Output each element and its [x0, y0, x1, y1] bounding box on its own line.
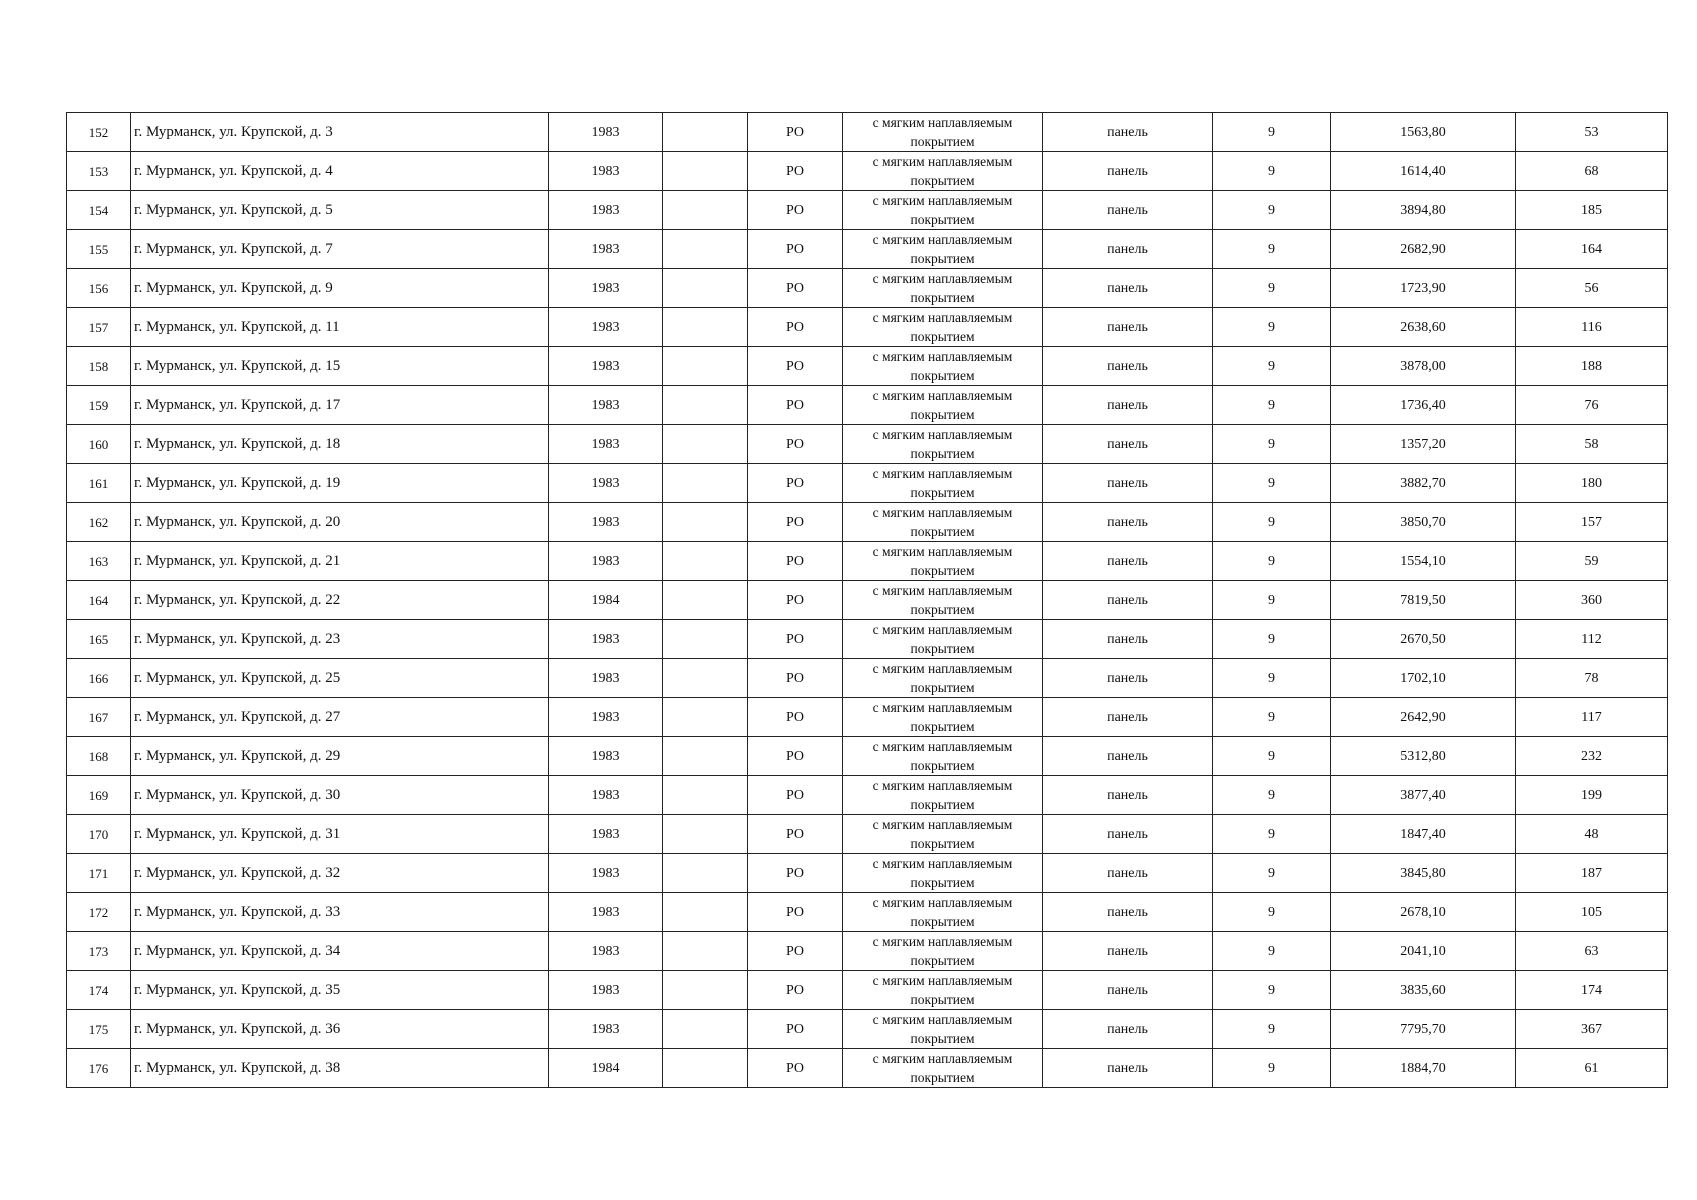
floors-cell: 9 — [1213, 152, 1331, 191]
address-cell: г. Мурманск, ул. Крупской, д. 36 — [131, 1010, 549, 1049]
row-number: 162 — [67, 503, 131, 542]
roof-type-cell: с мягким наплавляемым покрытием — [843, 386, 1043, 425]
row-number: 152 — [67, 113, 131, 152]
row-number: 155 — [67, 230, 131, 269]
table-row — [67, 620, 1668, 659]
empty-cell — [663, 386, 748, 425]
type-cell: РО — [748, 308, 843, 347]
area-cell: 3878,00 — [1331, 347, 1516, 386]
wall-material-cell: панель — [1043, 425, 1213, 464]
empty-cell — [663, 308, 748, 347]
row-number: 169 — [67, 776, 131, 815]
wall-material-cell: панель — [1043, 698, 1213, 737]
table-row — [67, 932, 1668, 971]
table-row — [67, 386, 1668, 425]
floors-cell: 9 — [1213, 503, 1331, 542]
floors-cell: 9 — [1213, 386, 1331, 425]
year-cell: 1983 — [549, 854, 663, 893]
roof-type-cell: с мягким наплавляемым покрытием — [843, 854, 1043, 893]
table-row — [67, 698, 1668, 737]
area-cell: 1736,40 — [1331, 386, 1516, 425]
empty-cell — [663, 269, 748, 308]
row-number: 167 — [67, 698, 131, 737]
type-cell: РО — [748, 113, 843, 152]
residents-cell: 157 — [1516, 503, 1668, 542]
residents-cell: 117 — [1516, 698, 1668, 737]
type-cell: РО — [748, 893, 843, 932]
address-cell: г. Мурманск, ул. Крупской, д. 11 — [131, 308, 549, 347]
floors-cell: 9 — [1213, 347, 1331, 386]
wall-material-cell: панель — [1043, 542, 1213, 581]
wall-material-cell: панель — [1043, 932, 1213, 971]
address-cell: г. Мурманск, ул. Крупской, д. 21 — [131, 542, 549, 581]
wall-material-cell: панель — [1043, 620, 1213, 659]
floors-cell: 9 — [1213, 113, 1331, 152]
row-number: 161 — [67, 464, 131, 503]
residents-cell: 56 — [1516, 269, 1668, 308]
wall-material-cell: панель — [1043, 464, 1213, 503]
table-row — [67, 1010, 1668, 1049]
floors-cell: 9 — [1213, 815, 1331, 854]
roof-type-cell: с мягким наплавляемым покрытием — [843, 503, 1043, 542]
table-row — [67, 893, 1668, 932]
residents-cell: 68 — [1516, 152, 1668, 191]
area-cell: 2041,10 — [1331, 932, 1516, 971]
table-row — [67, 230, 1668, 269]
address-cell: г. Мурманск, ул. Крупской, д. 35 — [131, 971, 549, 1010]
address-cell: г. Мурманск, ул. Крупской, д. 4 — [131, 152, 549, 191]
type-cell: РО — [748, 698, 843, 737]
floors-cell: 9 — [1213, 776, 1331, 815]
wall-material-cell: панель — [1043, 113, 1213, 152]
year-cell: 1983 — [549, 386, 663, 425]
year-cell: 1983 — [549, 932, 663, 971]
roof-type-cell: с мягким наплавляемым покрытием — [843, 971, 1043, 1010]
floors-cell: 9 — [1213, 971, 1331, 1010]
residents-cell: 58 — [1516, 425, 1668, 464]
row-number: 157 — [67, 308, 131, 347]
address-cell: г. Мурманск, ул. Крупской, д. 19 — [131, 464, 549, 503]
table-row — [67, 464, 1668, 503]
empty-cell — [663, 854, 748, 893]
empty-cell — [663, 737, 748, 776]
residents-cell: 76 — [1516, 386, 1668, 425]
year-cell: 1983 — [549, 308, 663, 347]
type-cell: РО — [748, 776, 843, 815]
table-row — [67, 269, 1668, 308]
roof-type-cell: с мягким наплавляемым покрытием — [843, 581, 1043, 620]
year-cell: 1983 — [549, 347, 663, 386]
residents-cell: 116 — [1516, 308, 1668, 347]
area-cell: 1554,10 — [1331, 542, 1516, 581]
floors-cell: 9 — [1213, 464, 1331, 503]
floors-cell: 9 — [1213, 932, 1331, 971]
row-number: 172 — [67, 893, 131, 932]
residents-cell: 188 — [1516, 347, 1668, 386]
wall-material-cell: панель — [1043, 269, 1213, 308]
area-cell: 1614,40 — [1331, 152, 1516, 191]
roof-type-cell: с мягким наплавляемым покрытием — [843, 776, 1043, 815]
roof-type-cell: с мягким наплавляемым покрытием — [843, 1049, 1043, 1088]
row-number: 170 — [67, 815, 131, 854]
row-number: 156 — [67, 269, 131, 308]
residents-cell: 53 — [1516, 113, 1668, 152]
wall-material-cell: панель — [1043, 347, 1213, 386]
empty-cell — [663, 464, 748, 503]
year-cell: 1983 — [549, 737, 663, 776]
type-cell: РО — [748, 620, 843, 659]
year-cell: 1983 — [549, 893, 663, 932]
area-cell: 1884,70 — [1331, 1049, 1516, 1088]
wall-material-cell: панель — [1043, 1049, 1213, 1088]
row-number: 154 — [67, 191, 131, 230]
row-number: 163 — [67, 542, 131, 581]
roof-type-cell: с мягким наплавляемым покрытием — [843, 425, 1043, 464]
table-body — [67, 113, 1668, 1088]
residents-cell: 63 — [1516, 932, 1668, 971]
floors-cell: 9 — [1213, 659, 1331, 698]
area-cell: 3877,40 — [1331, 776, 1516, 815]
residents-cell: 187 — [1516, 854, 1668, 893]
year-cell: 1983 — [549, 1010, 663, 1049]
roof-type-cell: с мягким наплавляемым покрытием — [843, 347, 1043, 386]
type-cell: РО — [748, 503, 843, 542]
type-cell: РО — [748, 971, 843, 1010]
table-row — [67, 854, 1668, 893]
floors-cell: 9 — [1213, 620, 1331, 659]
table-row — [67, 308, 1668, 347]
wall-material-cell: панель — [1043, 1010, 1213, 1049]
wall-material-cell: панель — [1043, 737, 1213, 776]
floors-cell: 9 — [1213, 308, 1331, 347]
row-number: 166 — [67, 659, 131, 698]
roof-type-cell: с мягким наплавляемым покрытием — [843, 464, 1043, 503]
empty-cell — [663, 971, 748, 1010]
table-row — [67, 815, 1668, 854]
type-cell: РО — [748, 932, 843, 971]
wall-material-cell: панель — [1043, 893, 1213, 932]
year-cell: 1983 — [549, 425, 663, 464]
address-cell: г. Мурманск, ул. Крупской, д. 5 — [131, 191, 549, 230]
roof-type-cell: с мягким наплавляемым покрытием — [843, 542, 1043, 581]
type-cell: РО — [748, 659, 843, 698]
area-cell: 5312,80 — [1331, 737, 1516, 776]
table-row — [67, 425, 1668, 464]
address-cell: г. Мурманск, ул. Крупской, д. 22 — [131, 581, 549, 620]
address-cell: г. Мурманск, ул. Крупской, д. 33 — [131, 893, 549, 932]
address-cell: г. Мурманск, ул. Крупской, д. 20 — [131, 503, 549, 542]
type-cell: РО — [748, 1010, 843, 1049]
empty-cell — [663, 425, 748, 464]
roof-type-cell: с мягким наплавляемым покрытием — [843, 659, 1043, 698]
empty-cell — [663, 815, 748, 854]
residents-cell: 174 — [1516, 971, 1668, 1010]
address-cell: г. Мурманск, ул. Крупской, д. 34 — [131, 932, 549, 971]
type-cell: РО — [748, 269, 843, 308]
year-cell: 1983 — [549, 152, 663, 191]
address-cell: г. Мурманск, ул. Крупской, д. 23 — [131, 620, 549, 659]
empty-cell — [663, 113, 748, 152]
residents-cell: 367 — [1516, 1010, 1668, 1049]
year-cell: 1983 — [549, 464, 663, 503]
wall-material-cell: панель — [1043, 503, 1213, 542]
address-cell: г. Мурманск, ул. Крупской, д. 9 — [131, 269, 549, 308]
type-cell: РО — [748, 347, 843, 386]
residents-cell: 105 — [1516, 893, 1668, 932]
table-row — [67, 776, 1668, 815]
wall-material-cell: панель — [1043, 854, 1213, 893]
wall-material-cell: панель — [1043, 815, 1213, 854]
area-cell: 7795,70 — [1331, 1010, 1516, 1049]
row-number: 153 — [67, 152, 131, 191]
floors-cell: 9 — [1213, 854, 1331, 893]
type-cell: РО — [748, 854, 843, 893]
residents-cell: 199 — [1516, 776, 1668, 815]
address-cell: г. Мурманск, ул. Крупской, д. 30 — [131, 776, 549, 815]
roof-type-cell: с мягким наплавляемым покрытием — [843, 308, 1043, 347]
address-cell: г. Мурманск, ул. Крупской, д. 27 — [131, 698, 549, 737]
area-cell: 3882,70 — [1331, 464, 1516, 503]
row-number: 168 — [67, 737, 131, 776]
year-cell: 1983 — [549, 776, 663, 815]
table-row — [67, 659, 1668, 698]
table-row — [67, 113, 1668, 152]
address-cell: г. Мурманск, ул. Крупской, д. 29 — [131, 737, 549, 776]
wall-material-cell: панель — [1043, 152, 1213, 191]
area-cell: 2638,60 — [1331, 308, 1516, 347]
row-number: 158 — [67, 347, 131, 386]
roof-type-cell: с мягким наплавляемым покрытием — [843, 698, 1043, 737]
roof-type-cell: с мягким наплавляемым покрытием — [843, 620, 1043, 659]
floors-cell: 9 — [1213, 425, 1331, 464]
address-cell: г. Мурманск, ул. Крупской, д. 17 — [131, 386, 549, 425]
empty-cell — [663, 503, 748, 542]
address-cell: г. Мурманск, ул. Крупской, д. 31 — [131, 815, 549, 854]
table-row — [67, 152, 1668, 191]
floors-cell: 9 — [1213, 737, 1331, 776]
table-row — [67, 191, 1668, 230]
roof-type-cell: с мягким наплавляемым покрытием — [843, 893, 1043, 932]
address-cell: г. Мурманск, ул. Крупской, д. 25 — [131, 659, 549, 698]
table-row — [67, 971, 1668, 1010]
address-cell: г. Мурманск, ул. Крупской, д. 7 — [131, 230, 549, 269]
year-cell: 1983 — [549, 269, 663, 308]
residents-cell: 59 — [1516, 542, 1668, 581]
empty-cell — [663, 347, 748, 386]
residents-cell: 48 — [1516, 815, 1668, 854]
type-cell: РО — [748, 152, 843, 191]
area-cell: 3894,80 — [1331, 191, 1516, 230]
year-cell: 1983 — [549, 542, 663, 581]
empty-cell — [663, 191, 748, 230]
year-cell: 1983 — [549, 191, 663, 230]
roof-type-cell: с мягким наплавляемым покрытием — [843, 152, 1043, 191]
year-cell: 1983 — [549, 113, 663, 152]
type-cell: РО — [748, 464, 843, 503]
residents-cell: 61 — [1516, 1049, 1668, 1088]
type-cell: РО — [748, 542, 843, 581]
wall-material-cell: панель — [1043, 386, 1213, 425]
empty-cell — [663, 542, 748, 581]
type-cell: РО — [748, 191, 843, 230]
area-cell: 7819,50 — [1331, 581, 1516, 620]
type-cell: РО — [748, 581, 843, 620]
year-cell: 1983 — [549, 230, 663, 269]
row-number: 160 — [67, 425, 131, 464]
area-cell: 3850,70 — [1331, 503, 1516, 542]
type-cell: РО — [748, 386, 843, 425]
row-number: 171 — [67, 854, 131, 893]
year-cell: 1983 — [549, 620, 663, 659]
floors-cell: 9 — [1213, 698, 1331, 737]
row-number: 165 — [67, 620, 131, 659]
empty-cell — [663, 581, 748, 620]
area-cell: 1702,10 — [1331, 659, 1516, 698]
floors-cell: 9 — [1213, 269, 1331, 308]
roof-type-cell: с мягким наплавляемым покрытием — [843, 269, 1043, 308]
wall-material-cell: панель — [1043, 659, 1213, 698]
area-cell: 3845,80 — [1331, 854, 1516, 893]
floors-cell: 9 — [1213, 230, 1331, 269]
roof-type-cell: с мягким наплавляемым покрытием — [843, 815, 1043, 854]
wall-material-cell: панель — [1043, 230, 1213, 269]
roof-type-cell: с мягким наплавляемым покрытием — [843, 737, 1043, 776]
roof-type-cell: с мягким наплавляемым покрытием — [843, 113, 1043, 152]
year-cell: 1983 — [549, 503, 663, 542]
type-cell: РО — [748, 425, 843, 464]
table-row — [67, 347, 1668, 386]
empty-cell — [663, 932, 748, 971]
type-cell: РО — [748, 737, 843, 776]
row-number: 173 — [67, 932, 131, 971]
residents-cell: 180 — [1516, 464, 1668, 503]
type-cell: РО — [748, 230, 843, 269]
wall-material-cell: панель — [1043, 776, 1213, 815]
row-number: 176 — [67, 1049, 131, 1088]
area-cell: 2670,50 — [1331, 620, 1516, 659]
wall-material-cell: панель — [1043, 191, 1213, 230]
roof-type-cell: с мягким наплавляемым покрытием — [843, 932, 1043, 971]
residents-cell: 164 — [1516, 230, 1668, 269]
roof-type-cell: с мягким наплавляемым покрытием — [843, 230, 1043, 269]
row-number: 164 — [67, 581, 131, 620]
empty-cell — [663, 230, 748, 269]
floors-cell: 9 — [1213, 893, 1331, 932]
residents-cell: 112 — [1516, 620, 1668, 659]
residents-cell: 232 — [1516, 737, 1668, 776]
residents-cell: 185 — [1516, 191, 1668, 230]
year-cell: 1983 — [549, 698, 663, 737]
area-cell: 3835,60 — [1331, 971, 1516, 1010]
year-cell: 1984 — [549, 581, 663, 620]
building-register-table — [66, 112, 1668, 1088]
area-cell: 2682,90 — [1331, 230, 1516, 269]
row-number: 175 — [67, 1010, 131, 1049]
type-cell: РО — [748, 815, 843, 854]
table-row — [67, 503, 1668, 542]
year-cell: 1984 — [549, 1049, 663, 1088]
address-cell: г. Мурманск, ул. Крупской, д. 38 — [131, 1049, 549, 1088]
table-row — [67, 542, 1668, 581]
address-cell: г. Мурманск, ул. Крупской, д. 3 — [131, 113, 549, 152]
empty-cell — [663, 152, 748, 191]
floors-cell: 9 — [1213, 1049, 1331, 1088]
residents-cell: 360 — [1516, 581, 1668, 620]
floors-cell: 9 — [1213, 542, 1331, 581]
empty-cell — [663, 1010, 748, 1049]
table-row — [67, 581, 1668, 620]
residents-cell: 78 — [1516, 659, 1668, 698]
empty-cell — [663, 776, 748, 815]
year-cell: 1983 — [549, 815, 663, 854]
table-row — [67, 737, 1668, 776]
year-cell: 1983 — [549, 659, 663, 698]
area-cell: 1723,90 — [1331, 269, 1516, 308]
row-number: 174 — [67, 971, 131, 1010]
row-number: 159 — [67, 386, 131, 425]
roof-type-cell: с мягким наплавляемым покрытием — [843, 1010, 1043, 1049]
address-cell: г. Мурманск, ул. Крупской, д. 15 — [131, 347, 549, 386]
empty-cell — [663, 698, 748, 737]
area-cell: 1357,20 — [1331, 425, 1516, 464]
empty-cell — [663, 620, 748, 659]
empty-cell — [663, 659, 748, 698]
year-cell: 1983 — [549, 971, 663, 1010]
roof-type-cell: с мягким наплавляемым покрытием — [843, 191, 1043, 230]
area-cell: 1847,40 — [1331, 815, 1516, 854]
floors-cell: 9 — [1213, 581, 1331, 620]
area-cell: 2642,90 — [1331, 698, 1516, 737]
area-cell: 1563,80 — [1331, 113, 1516, 152]
wall-material-cell: панель — [1043, 971, 1213, 1010]
area-cell: 2678,10 — [1331, 893, 1516, 932]
wall-material-cell: панель — [1043, 308, 1213, 347]
type-cell: РО — [748, 1049, 843, 1088]
floors-cell: 9 — [1213, 1010, 1331, 1049]
table-row — [67, 1049, 1668, 1088]
floors-cell: 9 — [1213, 191, 1331, 230]
address-cell: г. Мурманск, ул. Крупской, д. 18 — [131, 425, 549, 464]
empty-cell — [663, 893, 748, 932]
empty-cell — [663, 1049, 748, 1088]
wall-material-cell: панель — [1043, 581, 1213, 620]
address-cell: г. Мурманск, ул. Крупской, д. 32 — [131, 854, 549, 893]
